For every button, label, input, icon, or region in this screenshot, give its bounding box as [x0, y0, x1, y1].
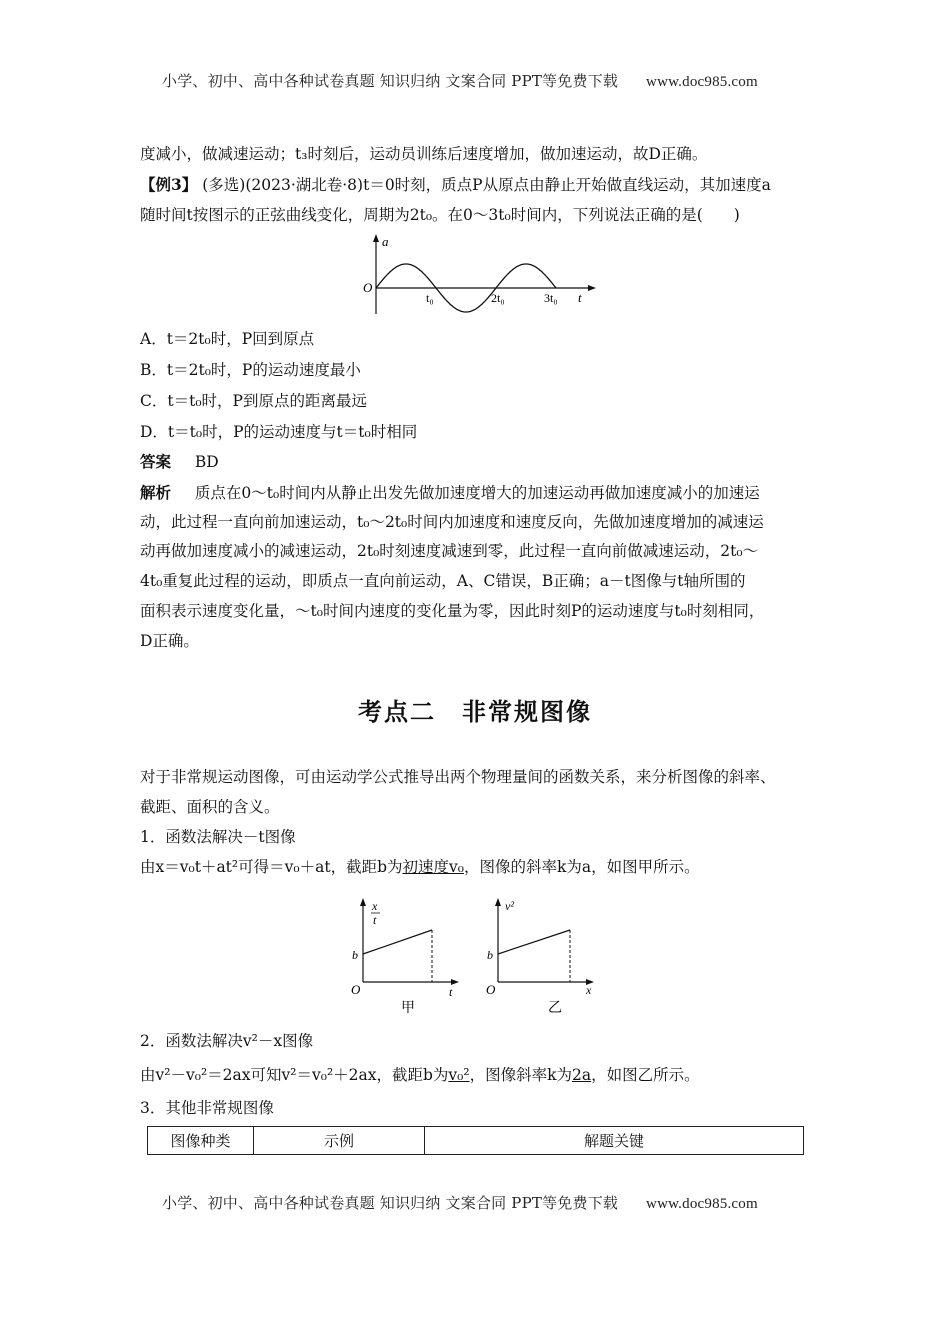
- item1-text-b: ，图像的斜率k为a，如图甲所示。: [463, 858, 700, 876]
- example3-question-line2: 随时间t按图示的正弦曲线变化，周期为2t₀。在0～3t₀时间内，下列说法正确的是( ): [140, 206, 740, 224]
- item1-text-a: 由x＝v₀t＋at²可得＝v₀＋at，截距b为: [140, 858, 403, 876]
- jia-t-label: t: [449, 985, 453, 999]
- answer-label: 答案: [140, 452, 172, 471]
- page-footer: [162, 1192, 758, 1213]
- analysis-label: 解析: [140, 483, 172, 502]
- tick-2t0: 2t₀: [491, 291, 505, 305]
- table-header-example: 示例: [254, 1127, 425, 1155]
- a-axis-arrow-icon: [373, 234, 379, 242]
- origin-label: O: [363, 280, 373, 295]
- item2-text-b: ，图像斜率k为: [469, 1066, 573, 1084]
- yi-origin-label: O: [486, 982, 496, 997]
- item2-text-a: 由v²－v₀²＝2ax可知v²＝v₀²＋2ax，截距b为: [140, 1066, 449, 1084]
- item3-heading: 3．其他非常规图像: [140, 1099, 274, 1117]
- nonstandard-graph-table: [147, 1126, 804, 1155]
- yi-x-label: x: [586, 983, 592, 997]
- option-b: B．t＝2t₀时，P的运动速度最小: [140, 361, 361, 379]
- analysis-text-1: 质点在0～t₀时间内从静止出发先做加速度增大的加速运动再做加速度减小的加速运: [194, 484, 760, 502]
- jia-caption: 甲: [401, 1001, 415, 1016]
- option-d: D．t＝t₀时，P的运动速度与t＝t₀时相同: [140, 423, 418, 441]
- jia-b-label: b: [352, 948, 358, 962]
- yi-y-label: v²: [505, 899, 514, 913]
- analysis-line-1: [140, 482, 760, 504]
- analysis-line-6: D正确。: [140, 632, 199, 650]
- carry-over-line: 度减小，做减速运动；t₃时刻后，运动员训练后速度增加，做加速运动，故D正确。: [140, 145, 708, 163]
- jia-y-denominator: t: [373, 913, 377, 927]
- section-title: 考点二 非常规图像: [358, 697, 592, 726]
- yi-line: [498, 930, 570, 954]
- tick-3t0: 3t₀: [544, 291, 558, 305]
- answer-line: [140, 451, 219, 473]
- footer-text: 小学、初中、高中各种试卷真题 知识归纳 文案合同 PPT等免费下载: [162, 1194, 619, 1212]
- item2-text-c: ，如图乙所示。: [591, 1066, 700, 1084]
- answer-value: BD: [194, 453, 219, 471]
- header-url[interactable]: www.doc985.com: [646, 74, 758, 90]
- table-header-type: 图像种类: [148, 1127, 254, 1155]
- tick-t0: t₀: [426, 291, 434, 305]
- a-axis-label: a: [382, 234, 389, 249]
- footer-url[interactable]: www.doc985.com: [646, 1196, 758, 1212]
- item2-heading: 2．函数法解决v²－x图像: [140, 1032, 314, 1050]
- table-header-key: 解题关键: [425, 1127, 804, 1155]
- item1-underlined-answer: 初速度v₀: [402, 858, 464, 876]
- example3-question-line1: [140, 174, 771, 196]
- jia-line: [363, 930, 432, 954]
- analysis-line-2: 动，此过程一直向前加速运动，t₀～2t₀时间内加速度和速度反向，先做加速度增加的减速运: [140, 513, 764, 531]
- analysis-line-5: 面积表示速度变化量，～t₀时间内速度的变化量为零，因此时刻P的运动速度与t₀时刻相同，: [140, 602, 765, 620]
- item2-underlined-intercept: v₀²: [448, 1066, 470, 1084]
- option-a: A．t＝2t₀时，P回到原点: [140, 330, 315, 348]
- table-header-row: [148, 1127, 804, 1155]
- example3-label: 【例3】: [140, 175, 198, 194]
- item1-text: [140, 856, 700, 878]
- graph-yi: [480, 896, 600, 1018]
- item2-text: [140, 1064, 700, 1086]
- intro-line-2: 截距、面积的含义。: [140, 798, 280, 816]
- item1-heading: 1．函数法解决－t图像: [140, 828, 296, 846]
- yi-caption: 乙: [548, 1001, 562, 1016]
- jia-y-numerator: x: [372, 899, 378, 913]
- yi-y-axis-arrow-icon: [495, 898, 501, 906]
- header-text: 小学、初中、高中各种试卷真题 知识归纳 文案合同 PPT等免费下载: [162, 72, 619, 90]
- jia-y-axis-arrow-icon: [360, 898, 366, 906]
- t-axis-label: t: [578, 290, 582, 305]
- item2-underlined-slope: 2a: [572, 1066, 592, 1084]
- sine-acceleration-graph: [360, 232, 600, 320]
- intro-line-1: 对于非常规运动图像，可由运动学公式推导出两个物理量间的函数关系，来分析图像的斜率、: [140, 768, 776, 786]
- page-header: [162, 70, 758, 91]
- option-c: C．t＝t₀时，P到原点的距离最远: [140, 392, 367, 410]
- jia-origin-label: O: [351, 982, 361, 997]
- analysis-line-4: 4t₀重复此过程的运动，即质点一直向前运动，A、C错误，B正确；a－t图像与t轴所围的: [140, 572, 746, 590]
- yi-b-label: b: [487, 948, 493, 962]
- example3-q1: (多选)(2023·湖北卷·8)t＝0时刻，质点P从原点由静止开始做直线运动，其加速度a: [202, 176, 771, 194]
- graph-jia: [345, 896, 465, 1018]
- t-axis-arrow-icon: [588, 285, 596, 291]
- analysis-line-3: 动再做加速度减小的减速运动，2t₀时刻速度减速到零，此过程一直向前做减速运动，2t₀～: [140, 542, 759, 560]
